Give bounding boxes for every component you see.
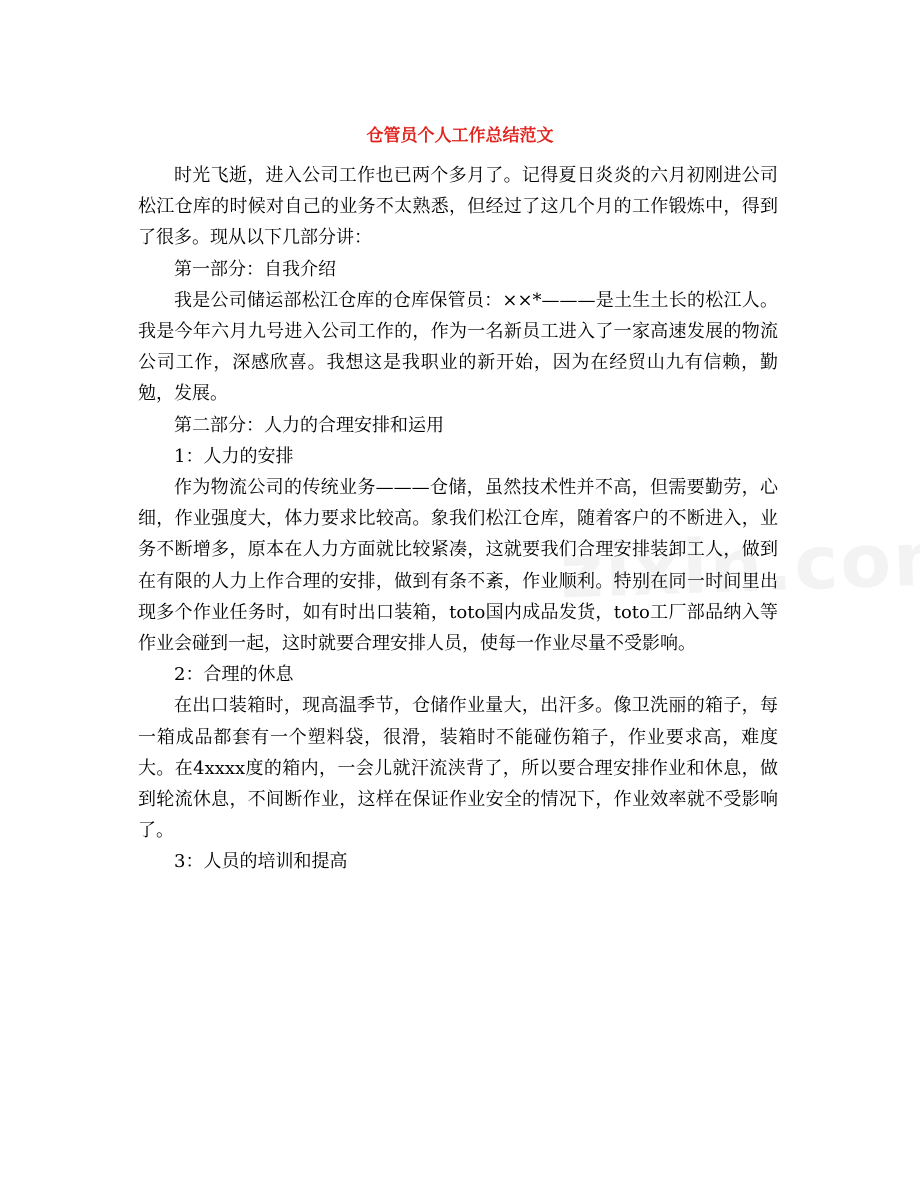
document-title: 仓管员个人工作总结范文 bbox=[366, 126, 554, 146]
paragraph-self-introduction: 我是公司储运部松江仓库的仓库保管员：××*———是土生土长的松江人。我是今年六月九号进入公司工作的，作为一名新员工进入了一家高速发展的物流公司工作，深感欣喜。我想这是我职业的新开始，因为在经贸山九有信赖，勤勉，发展。 bbox=[138, 289, 778, 405]
paragraph-staff-arrangement: 作为物流公司的传统业务———仓储，虽然技术性并不高，但需要勤劳，心细，作业强度大，体力要求比较高。象我们松江仓库，随着客户的不断进入，业务不断增多，原本在人力方面就比较紧凑，这就要我们合理安排装卸工人，做到在有限的人力上作合理的安排，做到有条不紊，作业顺利。特别在同一时间里出现多个作业任务时，如有时出口装箱，toto国内成品发货，toto工厂部品纳入等作业会碰到一起，这时就要合理安排人员，使每一作业尽量不受影响。 bbox=[138, 477, 778, 655]
subheading-staff-arrangement: 1：人力的安排 bbox=[174, 445, 294, 467]
section-heading-part-two: 第二部分：人力的合理安排和运用 bbox=[174, 414, 444, 436]
section-heading-part-one: 第一部分：自我介绍 bbox=[174, 258, 336, 280]
document-body bbox=[138, 160, 778, 878]
paragraph-intro: 时光飞逝，进入公司工作也已两个多月了。记得夏日炎炎的六月初刚进公司松江仓库的时候对自己的业务不太熟悉，但经过了这几个月的工作锻炼中，得到了很多。现从以下几部分讲： bbox=[138, 165, 778, 249]
subheading-reasonable-rest: 2：合理的休息 bbox=[174, 664, 294, 686]
paragraph-reasonable-rest: 在出口装箱时，现高温季节，仓储作业量大，出汗多。像卫洗丽的箱子，每一箱成品都套有一个塑料袋，很滑，装箱时不能碰伤箱子，作业要求高，难度大。在4xxxx度的箱内，一会儿就汗流浃背了，所以要合理安排作业和休息，做到轮流休息，不间断作业，这样在保证作业安全的情况下，作业效率就不受影响了。 bbox=[138, 695, 778, 842]
subheading-staff-training: 3：人员的培训和提高 bbox=[174, 851, 348, 873]
